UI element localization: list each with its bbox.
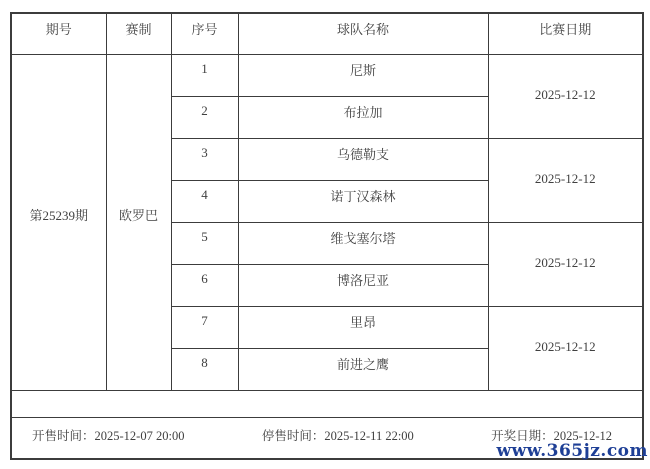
date-cell: 2025-12-12 [488, 138, 643, 222]
league-cell: 欧罗巴 [106, 54, 171, 390]
header-team: 球队名称 [238, 13, 488, 54]
team-cell: 乌德勒支 [238, 138, 488, 180]
sale-end-label: 停售时间： [261, 428, 325, 443]
sale-start-label: 开售时间： [32, 428, 95, 443]
header-seq: 序号 [171, 13, 238, 54]
sale-end-value: 2025-12-11 22:00 [324, 428, 414, 443]
period-cell: 第25239期 [11, 54, 106, 390]
header-date: 比赛日期 [488, 13, 643, 54]
seq-cell: 4 [171, 180, 238, 222]
team-cell: 尼斯 [238, 54, 488, 96]
seq-cell: 5 [171, 222, 238, 264]
schedule-table [10, 12, 644, 460]
date-cell: 2025-12-12 [488, 222, 643, 306]
date-cell: 2025-12-12 [488, 54, 643, 138]
sale-start-time [32, 426, 184, 444]
team-cell: 布拉加 [238, 96, 488, 138]
seq-cell: 1 [171, 54, 238, 96]
seq-cell: 2 [171, 96, 238, 138]
team-cell: 诺丁汉森林 [238, 180, 488, 222]
team-cell: 前进之鹰 [238, 348, 488, 390]
table-row [11, 54, 643, 96]
header-row [11, 13, 643, 54]
seq-cell: 3 [171, 138, 238, 180]
header-league: 赛制 [106, 13, 171, 54]
team-cell: 博洛尼亚 [238, 264, 488, 306]
seq-cell: 6 [171, 264, 238, 306]
draw-date-value: 2025-12-12 [553, 428, 612, 443]
date-cell: 2025-12-12 [488, 306, 643, 390]
spacer-row [11, 390, 643, 417]
team-cell: 里昂 [238, 306, 488, 348]
sale-end-time [262, 426, 414, 444]
draw-date-label: 开奖日期： [491, 428, 554, 443]
seq-cell: 8 [171, 348, 238, 390]
sale-start-value: 2025-12-07 20:00 [94, 428, 185, 443]
watermark-link[interactable]: www.365jz.com [496, 441, 648, 461]
team-cell: 维戈塞尔塔 [238, 222, 488, 264]
seq-cell: 7 [171, 306, 238, 348]
spacer-cell [11, 390, 643, 417]
header-period: 期号 [11, 13, 106, 54]
